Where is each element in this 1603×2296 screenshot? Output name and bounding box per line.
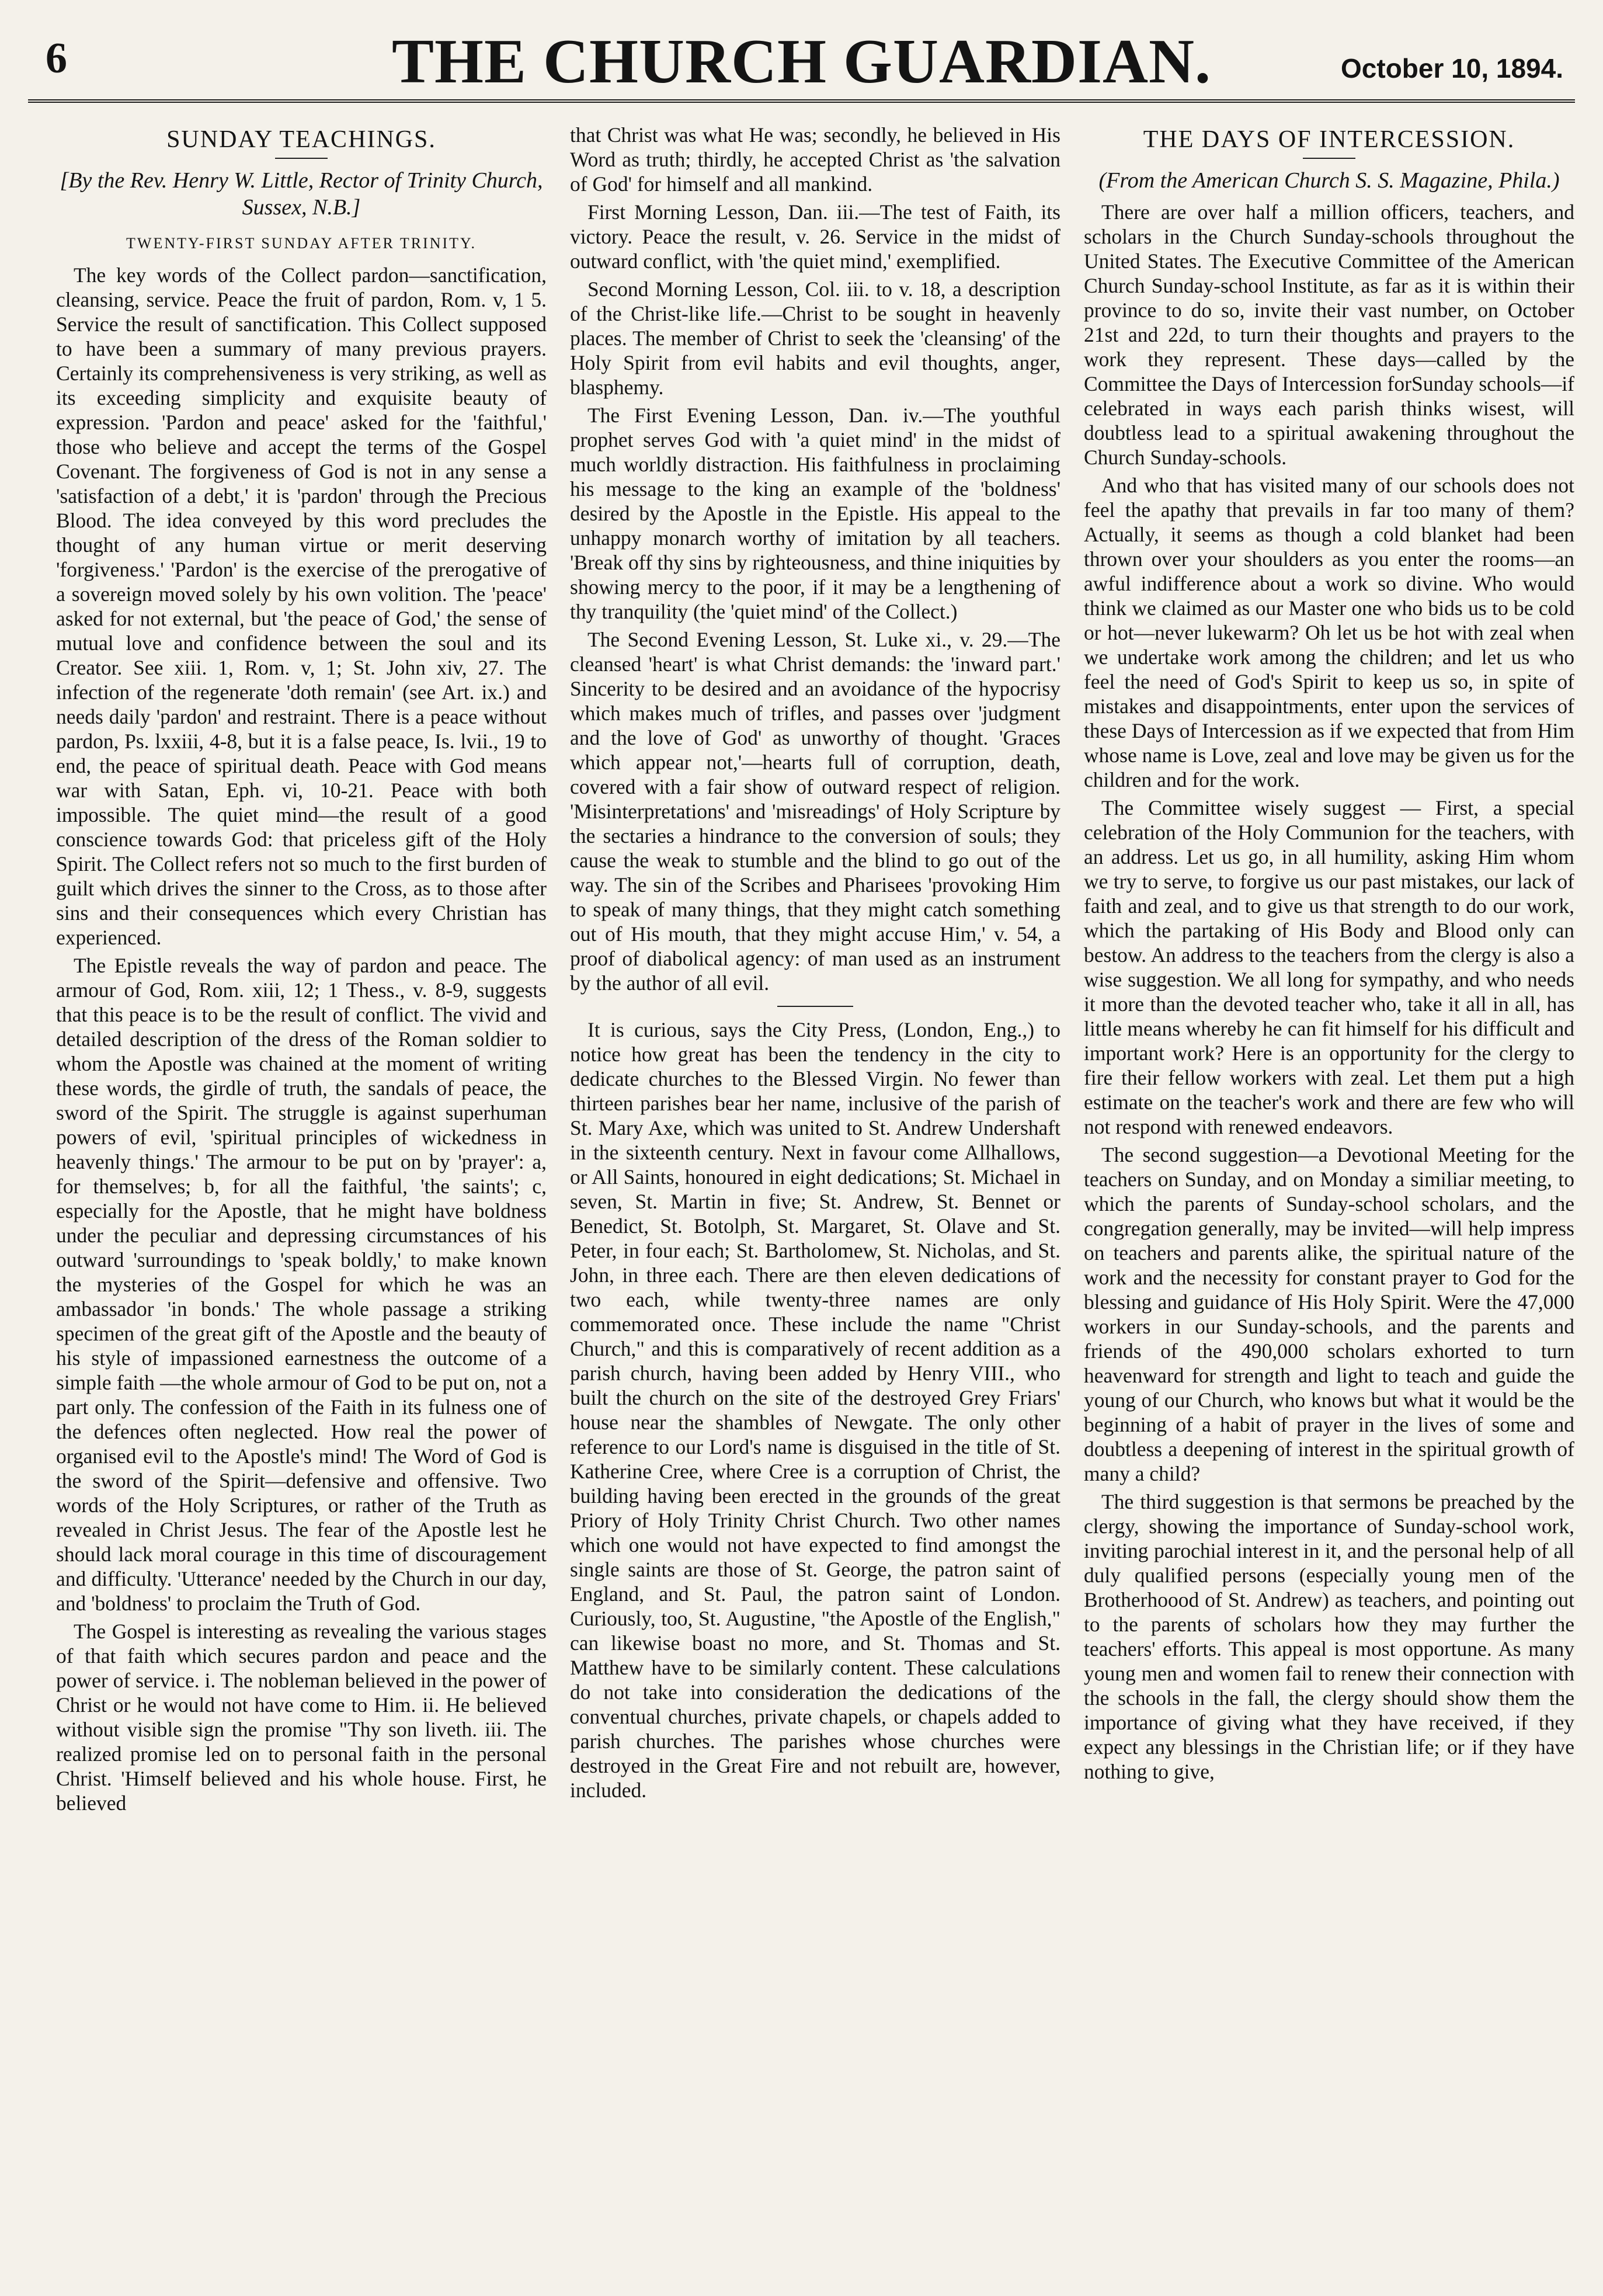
article-paragraph: The First Evening Lesson, Dan. iv.—The youthful prophet serves God with 'a quiet mind' in the midst of much worldly distraction. His faithfulness in proclaiming his message to the king an example of the 'boldness' desired by the Apostle in the Epistle. His appeal to the unhappy monarch worthy of imitation by all teachers. 'Break off thy sins by righteousness, and thine iniquities by showing mercy to the poor, if it may be a lengthening of thy tranquility (the 'quiet mind' of the Collect.): [570, 404, 1060, 623]
article-heading-sunday-teachings: SUNDAY TEACHINGS.: [166, 126, 436, 153]
newspaper-title: THE CHURCH GUARDIAN.: [391, 27, 1212, 96]
article-paragraph: Second Morning Lesson, Col. iii. to v. 18, a description of the Christ-like life.—Christ to be sought in heavenly places. The member of Christ to seek the 'cleansing' of the Holy Spirit from evil habits and evil thoughts, anger, blasphemy.: [570, 277, 1060, 399]
article-paragraph: The Epistle reveals the way of pardon and peace. The armour of God, Rom. xiii, 12; 1 Thess., v. 8-9, suggests that this peace is to be the result of conflict. The vivid and detailed description of the dress of the Roman soldier to whom the Apostle was chained at the moment of writing these words, the girdle of truth, the sandals of peace, the sword of the Spirit. The struggle is against superhuman powers of evil, 'spiritual principles of wickedness in heavenly things.' The armour to be put on by 'prayer': a, for themselves; b, for all the faithful, 'the saints'; c, especially for the Apostle, that he might have boldness under the peculiar and depressing circumstances of his outward 'surroundings to 'speak boldly,' to make known the mysteries of the Gospel for which he was an ambassador 'in bonds.' The whole passage a striking specimen of the great gift of the Apostle and the beauty of his style of impassioned earnestness the outcome of a simple faith —the whole armour of God to be put on, not a part only. The confession of the Faith in its fulness one of the defences often neglected. How real the power of organised evil to the Apostle's mind! The Word of God is the sword of the Spirit—defensive and offensive. Two words of the Holy Scriptures, or rather of the Truth as revealed in Christ Jesus. The fear of the Apostle lest he should lack moral courage in this time of discouragement and difficulty. 'Utterance' needed by the Church in our day, and 'boldness' to proclaim the Truth of God.: [56, 954, 547, 1615]
divider: [777, 1006, 853, 1007]
article-paragraph: The Committee wisely suggest — First, a special celebration of the Holy Communion for the teachers, with an address. Let us go, in all humility, asking Him whom we try to serve, to forgive us our past mistakes, our lack of faith and zeal, and to give us that strength to do our work, which the partaking of His Body and Blood only can bestow. An address to the teachers from the clergy is also a wise suggestion. We all long for sympathy, and who needs it more than the devoted teacher who, take it all in all, has little means whereby he can fit himself for his difficult and important work? Here is an opportunity for the clergy to fire their fellow workers with zeal. Let them put a high estimate on the teacher's work and there are few who will not respond with renewed endeavors.: [1084, 796, 1574, 1138]
column-3: [1084, 123, 1574, 2272]
divider: [1303, 158, 1355, 159]
article-paragraph: First Morning Lesson, Dan. iii.—The test of Faith, its victory. Peace the result, v. 26. Service in the midst of outward conflict, with 'the quiet mind,' exemplified.: [570, 200, 1060, 273]
column-1: [56, 123, 547, 2272]
article-paragraph: The Gospel is interesting as revealing the various stages of that faith which secures pardon and peace and the power of service. i. The nobleman believed in the power of Christ or he would not have come to Him. ii. He believed without visible sign the promise "Thy son liveth. iii. The realized promise led on to personal faith in the personal Christ. 'Himself believed and his whole house. First, he believed: [56, 1620, 547, 1815]
article-byline: (From the American Church S. S. Magazine, Phila.): [1098, 168, 1560, 193]
masthead: [28, 23, 1575, 103]
article-paragraph: that Christ was what He was; secondly, he believed in His Word as truth; thirdly, he accepted Christ as 'the salvation of God' for himself and all mankind.: [570, 123, 1060, 196]
article-paragraph: The third suggestion is that sermons be preached by the clergy, showing the importance of Sunday-school work, inviting parochial interest in it, and the personal help of all duly qualified persons (especially young men of the Brotherhoood of St. Andrew) as teachers, and pointing out to the parents of scholars how they may further the teachers' efforts. This appeal is most opportune. As many young men and women fail to renew their connection with the schools in the fall, the clergy should show them the importance of giving what they have received, if they expect any blessings in the Christian life; or if they have nothing to give,: [1084, 1490, 1574, 1783]
column-2: [570, 123, 1060, 2272]
article-subheading: TWENTY-FIRST SUNDAY AFTER TRINITY.: [126, 235, 477, 252]
article-paragraph: The second suggestion—a Devotional Meeting for the teachers on Sunday, and on Monday a similiar meeting, to which the parents of Sunday-school scholars, and the congregation generally, may be invited—will help impress on teachers and parents alike, the spiritual nature of the work and the necessity for constant prayer to God for the blessing and guidance of His Holy Spirit. Were the 47,000 workers in our Sunday-schools, and the parents and friends of the 490,000 scholars exhorted to turn heavenward for strength and light to teach and guide the young of our Church, who knows but what it would be the beginning of a habit of prayer in the lives of some and doubtless a deepening of interest in the spiritual growth of many a child?: [1084, 1143, 1574, 1485]
article-byline: [By the Rev. Henry W. Little, Rector of Trinity Church, Sussex, N.B.]: [60, 168, 543, 220]
article-paragraph: And who that has visited many of our schools does not feel the apathy that prevails in far too many of them? Actually, it seems as though a cold blanket had been thrown over your shoulders as you enter the rooms—an awful indifference about a work so divine. Who would think we claimed as our Master one who bids us to be cold or hot—never lukewarm? Oh let us be hot with zeal when we undertake work among the children; and let us who feel the need of God's Spirit to keep us so, in spite of mistakes and disappointments, enter upon the services of these Days of Intercession as if we expected that from Him whose name is Love, zeal and love may be given us for the children and for the work.: [1084, 474, 1574, 791]
issue-date: October 10, 1894.: [1341, 53, 1563, 84]
page-number: 6: [46, 34, 67, 82]
article-paragraph: It is curious, says the City Press, (London, Eng.,) to notice how great has been the tendency in the city to dedicate churches to the Blessed Virgin. No fewer than thirteen parishes bear her name, inclusive of the parish of St. Mary Axe, which was united to St. Andrew Undershaft in the sixteenth century. Next in favour come Allhallows, or All Saints, honoured in eight dedications; St. Michael in seven, St. Martin in five; St. Andrew, St. Bennet or Benedict, St. Botolph, St. Margaret, St. Olave and St. Peter, in four each; St. Bartholomew, St. Nicholas, and St. John, in three each. There are then eleven dedications of two each, while twenty-three names are only commemorated once. These include the name "Christ Church," and this is comparatively of recent addition as a parish church, having been added by Henry VIII., who built the church on the site of the destroyed Grey Friars' house near the shambles of Newgate. The only other reference to our Lord's name is disguised in the title of St. Katherine Cree, where Cree is a corruption of Christ, the building having been erected in the grounds of the great Priory of Holy Trinity Christ Church. Two other names which one would not have expected to find amongst the single saints are those of St. George, the patron saint of England, and St. Paul, the patron saint of London. Curiously, too, St. Augustine, "the Apostle of the English," can likewise boast no more, and St. Thomas and St. Matthew have to be similarly content. These calculations do not take into consideration the dedications of the conventual churches, private chapels, or chapels added to parish churches. The parishes whose churches were destroyed in the Great Fire and not rebuilt are, however, included.: [570, 1018, 1060, 1802]
article-paragraph: There are over half a million officers, teachers, and scholars in the Church Sunday-schools throughout the United States. The Executive Committee of the American Church Sunday-school Institute, as far as it is within their province to do so, invite their vast number, on October 21st and 22d, to turn their thoughts and prayers to the work they represent. These days—called by the Committee the Days of Intercession forSunday schools—if celebrated in ways each parish thinks wisest, will doubtless lead to a spiritual awakening throughout the Church Sunday-schools.: [1084, 200, 1574, 469]
article-columns: [56, 123, 1574, 2272]
article-heading-days-of-intercession: THE DAYS OF INTERCESSION.: [1143, 126, 1515, 153]
article-paragraph: The Second Evening Lesson, St. Luke xi., v. 29.—The cleansed 'heart' is what Christ demands: the 'inward part.' Sincerity to be desired and an avoidance of the hypocrisy which makes much of trifles, and passes over 'judgment and the love of God' as unworthy of thought. 'Graces which appear not,'—hearts full of corruption, death, covered with a fair show of outward respect of religion. 'Misinterpretations' and 'misreadings' of Holy Scripture by the sectaries a hindrance to the conversion of souls; they cause the weak to stumble and the blind to go out of the way. The sin of the Scribes and Pharisees 'provoking Him to speak of many things, that they might catch something out of His mouth, that they might accuse Him,' v. 54, a proof of diabolical agency: of man used as an instrument by the author of all evil.: [570, 628, 1060, 995]
article-paragraph: The key words of the Collect pardon—sanctification, cleansing, service. Peace the fruit of pardon, Rom. v, 1 5. Service the result of sanctification. This Collect supposed to have been a summary of many previous prayers. Certainly its comprehensiveness is very striking, as well as its exceeding simplicity and exquisite beauty of expression. 'Pardon and peace' asked for the 'faithful,' those who believe and accept the terms of the Gospel Covenant. The forgiveness of God is not in any sense a 'satisfaction of a debt,' it is 'pardon' through the Precious Blood. The idea conveyed by this word precludes the thought of any human virtue or merit deserving 'forgiveness.' 'Pardon' is the exercise of the prerogative of a sovereign moved solely by his own volition. The 'peace' asked for not external, but 'the peace of God,' the sense of mutual love and confidence between the soul and its Creator. See xiii. 1, Rom. v, 1; St. John xiv, 27. The infection of the regenerate 'doth remain' (see Art. ix.) and needs daily 'pardon' and restraint. There is a peace without pardon, Ps. lxxiii, 4-8, but it is a false peace, Is. lvii., 19 to end, the peace of spiritual death. Peace with God means war with Satan, Eph. vi, 10-21. Peace with both impossible. The quiet mind—the result of a good conscience towards God: that priceless gift of the Holy Spirit. The Collect refers not so much to the first burden of guilt which drives the sinner to the Cross, as to those after sins and their consequences which every Christian has experienced.: [56, 263, 547, 949]
divider: [275, 158, 328, 159]
